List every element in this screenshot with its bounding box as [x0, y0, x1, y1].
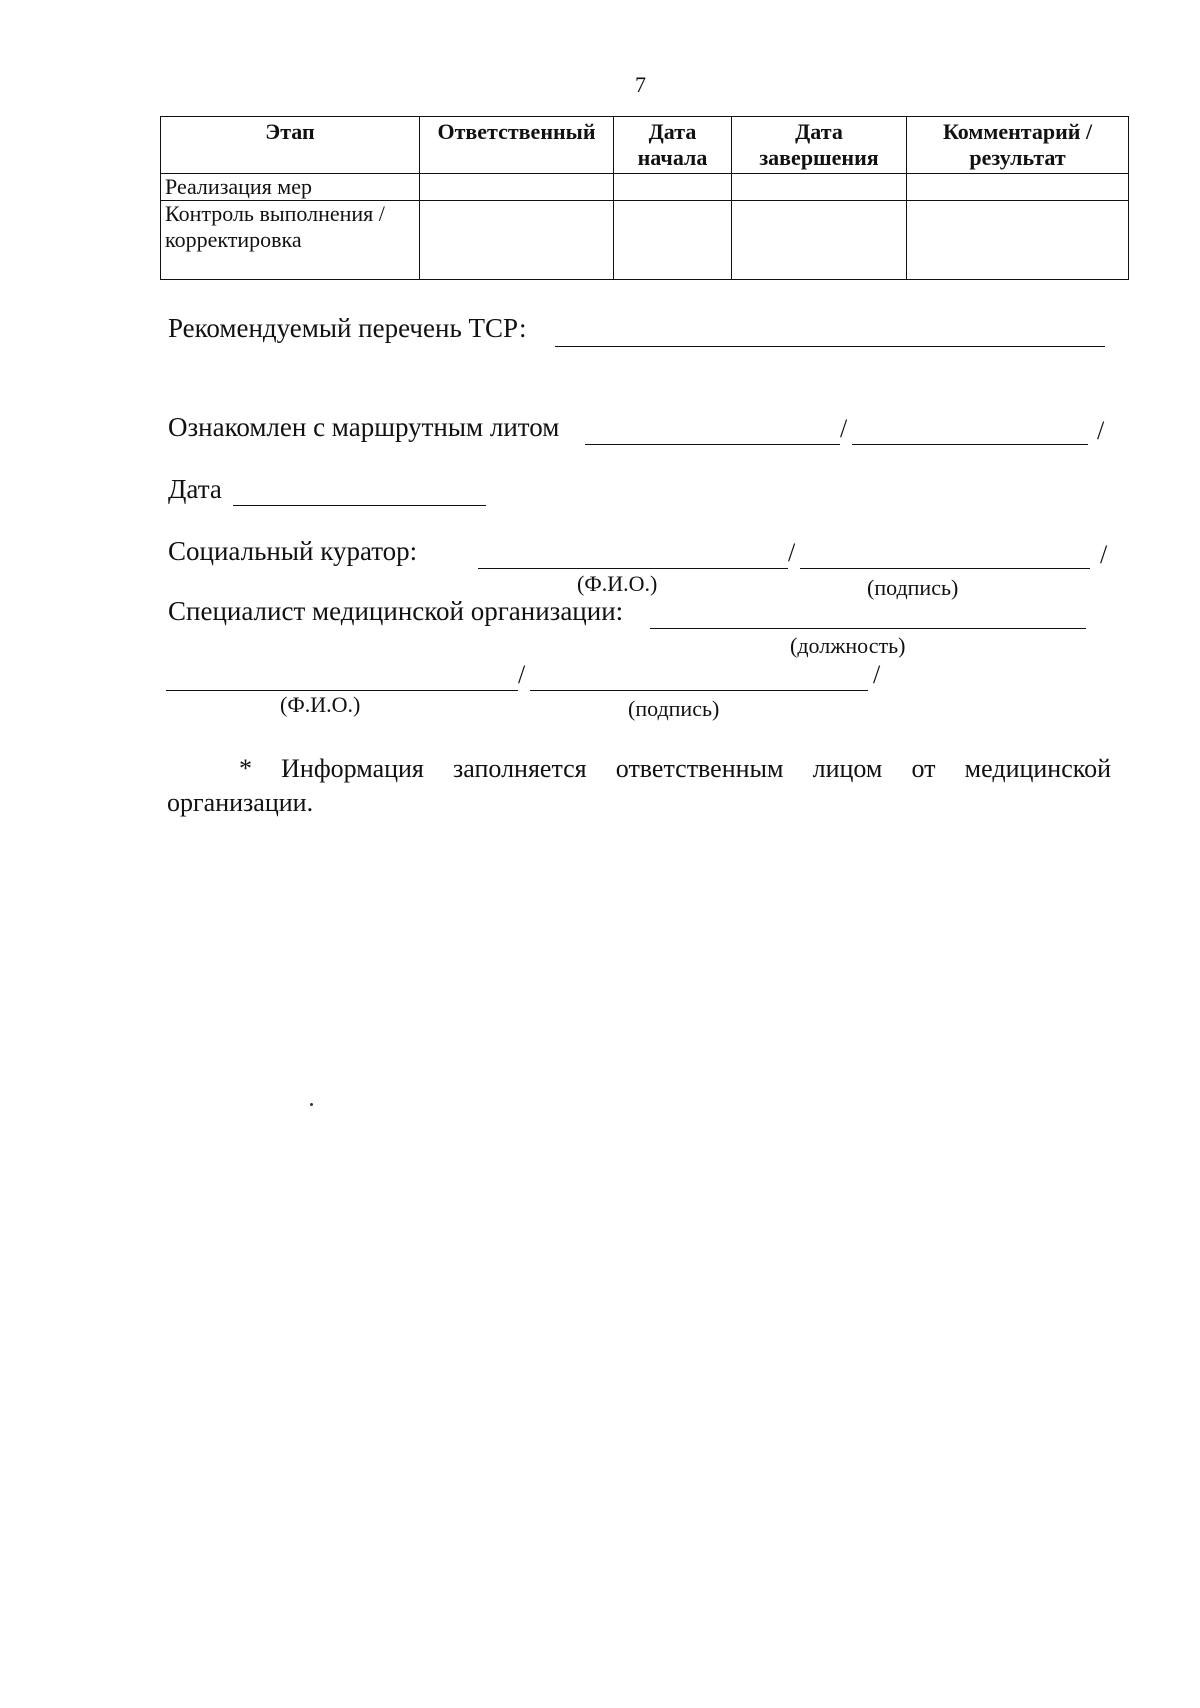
- table-cell[interactable]: [614, 174, 732, 201]
- fio-caption: (Ф.И.О.): [280, 692, 361, 717]
- scan-speck: [310, 1103, 313, 1106]
- curator-signature-field[interactable]: [800, 568, 1090, 569]
- curator-label: Социальный куратор:: [168, 536, 418, 566]
- table-cell[interactable]: [732, 201, 907, 280]
- table-cell[interactable]: [907, 201, 1129, 280]
- table-row: [161, 174, 1129, 201]
- position-caption: (должность): [790, 633, 906, 658]
- route-table: [160, 116, 1129, 280]
- specialist-fio-field[interactable]: [166, 690, 518, 691]
- header-comment: Комментарий / результат: [907, 117, 1129, 174]
- recommended-list-label: Рекомендуемый перечень ТСР:: [168, 313, 527, 343]
- specialist-signature-field[interactable]: [530, 690, 868, 691]
- header-end-date: Дата завершения: [732, 117, 907, 174]
- header-stage: Этап: [161, 117, 420, 174]
- header-responsible: Ответственный: [420, 117, 614, 174]
- footnote: * Информация заполняется ответственным лицом от медицинской организации.: [167, 754, 1111, 817]
- acquainted-signature-field[interactable]: [852, 444, 1088, 445]
- date-field[interactable]: [233, 505, 486, 506]
- signature-caption: (подпись): [867, 575, 959, 600]
- table-cell-stage: Реализация мер: [161, 174, 420, 201]
- slash-separator: /: [873, 660, 881, 689]
- recommended-list-field[interactable]: [555, 346, 1105, 347]
- signature-caption: (подпись): [628, 696, 720, 721]
- table-row: [161, 201, 1129, 280]
- table-cell[interactable]: [732, 174, 907, 201]
- slash-separator: /: [1100, 540, 1108, 569]
- table-cell[interactable]: [420, 174, 614, 201]
- specialist-position-field[interactable]: [650, 628, 1086, 629]
- slash-separator: /: [788, 538, 796, 567]
- table-header-row: [161, 117, 1129, 174]
- table-cell-stage: Контроль выполнения / корректировка: [161, 201, 420, 280]
- specialist-label: Специалист медицинской организации:: [168, 596, 624, 626]
- header-start-date: Дата начала: [614, 117, 732, 174]
- table-cell[interactable]: [907, 174, 1129, 201]
- page-number: 7: [635, 72, 646, 97]
- date-label: Дата: [168, 474, 222, 504]
- curator-fio-field[interactable]: [478, 568, 788, 569]
- slash-separator: /: [518, 660, 526, 689]
- table-cell[interactable]: [614, 201, 732, 280]
- fio-caption: (Ф.И.О.): [577, 571, 658, 596]
- slash-separator: /: [840, 414, 848, 443]
- acquainted-label: Ознакомлен с маршрутным литом: [168, 412, 560, 442]
- table-cell[interactable]: [420, 201, 614, 280]
- slash-separator: /: [1097, 416, 1105, 445]
- acquainted-fio-field[interactable]: [585, 444, 840, 445]
